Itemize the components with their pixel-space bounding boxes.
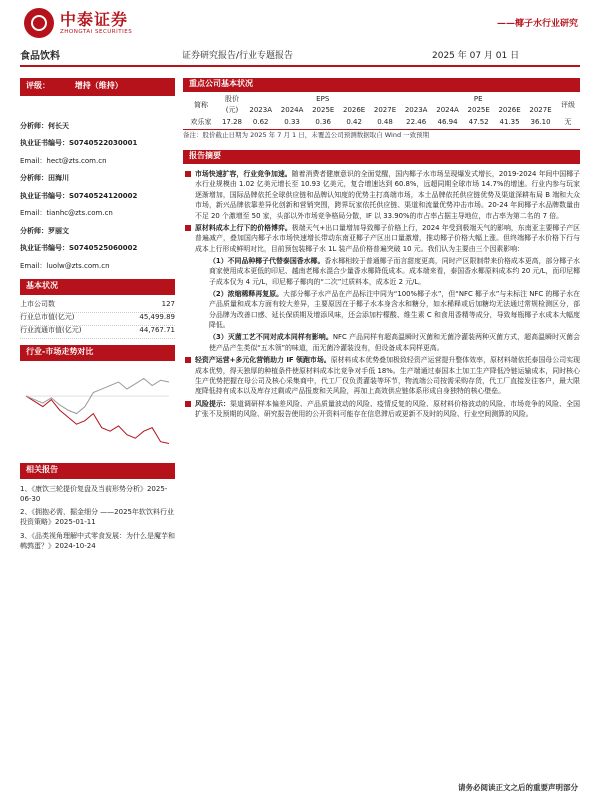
analyst-name: 分析师：何长天	[20, 122, 69, 130]
paragraph-body: 渠道调研样本偏差风险、产品质量波动的风险、疫情反复的风险、原材料价格波动的风险、市场竞争的风险、全国扩张不及预期的风险、研究报告使用的公开资料可能存在信息滞后或更新不及时的风险、行业空间测算的风险。	[195, 399, 581, 418]
header-eps: EPS	[316, 95, 330, 103]
paragraph-lead: 原材料成本上行下的价格博弈。	[195, 223, 292, 232]
page-footer: 请务必阅读正文之后的重要声明部分	[458, 783, 578, 792]
summary-subpoint	[183, 256, 580, 287]
rating-bar	[20, 78, 175, 96]
header-pe: PE	[473, 95, 483, 103]
header-year: 2026E	[498, 106, 521, 115]
header-year: 2025E	[467, 106, 490, 115]
header-year: 2024A	[280, 106, 304, 115]
paragraph-lead: 轻资产运营+多元化营销助力 IF 领跑市场。	[195, 356, 331, 365]
analyst-list	[20, 122, 175, 271]
row-label: 行业流通市值(亿元)	[20, 325, 82, 334]
list-item[interactable]: 3、《品类视角理解中式零食发展：为什么是魔芋和鹌鹑蛋？》2024-10-24	[20, 531, 175, 550]
cell-pe: 41.35	[499, 117, 520, 126]
row-value: 44,767.71	[139, 325, 175, 334]
analyst-email[interactable]: Email：hect@zts.com.cn	[20, 156, 107, 165]
basic-status-title: 基本状况	[20, 279, 175, 295]
subpoint-lead: （3）灭菌工艺不同对成本同样有影响。	[209, 333, 333, 342]
header-unit: (元)	[225, 106, 239, 115]
cell-eps: 0.42	[346, 117, 362, 126]
subpoint-body: 香水椰相较于普通椰子而言甜度更高，同时产区限制带来价格成本更高，部分椰子水商家使用成本更低的印尼、越南老椰水混合少量香水椰降低成本。成本端来看，泰国香水椰原料成本约 20 元/L，而印尼椰子成本仅为 4 元/L，印尼椰子椰肉的“二次”过质料本，成本近 2 元/L。	[209, 256, 581, 286]
report-type: 证券研究报告/行业专题报告	[182, 51, 294, 61]
cell-rating: 无	[564, 117, 572, 126]
table-row	[20, 313, 175, 326]
related-reports-list	[20, 484, 175, 551]
summary-paragraph	[183, 169, 580, 221]
table-header-row	[183, 94, 580, 105]
analyst-block	[20, 122, 175, 166]
related-reports-title: 相关报告	[20, 463, 175, 479]
header-year: 2025E	[312, 106, 335, 115]
summary-subpoint	[183, 289, 580, 330]
left-column	[20, 78, 175, 554]
cell-eps: 0.62	[252, 117, 269, 126]
analyst-email[interactable]: Email：luolw@zts.com.cn	[20, 261, 110, 270]
paragraph-lead: 风险提示：	[195, 399, 231, 408]
header-year: 2027E	[529, 106, 552, 115]
company-table	[183, 94, 580, 128]
trend-chart-svg	[20, 367, 175, 457]
subpoint-body: 大部分椰子水产品在产品标注中同为“100%椰子水”，但“NFC 椰子水”与未标注 NFC 的椰子水在产品质量和成本方面有较大差异，主要原因在于椰子水本身含水和糖分，如水稀释或后加糖均无法通过常规检测区分，部分品牌为改善口感、延长保质期及增添风味，还会添加柠檬酸、维生素 C 和食用香精等成分，导致每瓶椰子水成本大幅度降低。	[209, 290, 581, 330]
header-year: 2023A	[249, 106, 272, 115]
paragraph-body: 原材料成本优势叠加极致轻资产运营提升整体效率，原材料端依托泰国母公司实现成本优势，得天独厚的种植条件使原材料成本比竞争对手低 18%。生产端通过泰国本土加工生产降低冷链运输成本，同时核心生产优势把握在母公司及核心采集商中，代工厂仅负责灌装等环节，物流端公司按需采购存货，代工厂直接发往客户，最大限度降低持有成本以及库存过剩或产品报废和关风险，再加上高效供应链体系形成自身独特的核心壁垒。	[195, 356, 581, 396]
rating-label: 评级：	[26, 81, 50, 90]
analyst-block	[20, 174, 175, 218]
subpoint-lead: （2）浓缩稀释再复原。	[209, 290, 284, 299]
row-label: 上市公司数	[20, 299, 55, 308]
report-series: ——椰子水行业研究	[496, 19, 578, 29]
header-rating: 评级	[561, 100, 575, 109]
bullet-icon	[185, 357, 191, 363]
cell-eps: 0.33	[284, 117, 300, 126]
trend-title: 行业-市场走势对比	[20, 345, 175, 361]
company-table-title: 重点公司基本状况	[183, 78, 580, 92]
table-row	[183, 117, 580, 128]
subpoint-lead: （1）不同品种椰子代替泰国香水椰。	[209, 256, 325, 265]
summary-paragraph	[183, 223, 580, 254]
cell-pe: 22.46	[406, 117, 427, 126]
analyst-name: 分析师：田海川	[20, 174, 69, 183]
header-year: 2023A	[404, 106, 428, 115]
list-item[interactable]: 2、《拥抱必需，掘金细分 ——2025年软饮料行业投资策略》2025-01-11	[20, 508, 174, 527]
sector-label: 食品饮料	[20, 51, 60, 62]
analyst-cert: 执业证书编号：S0740522030001	[20, 139, 138, 148]
header-year: 2027E	[373, 106, 397, 115]
header-year: 2026E	[342, 106, 366, 115]
table-header-row	[183, 105, 580, 116]
report-summary	[183, 150, 580, 419]
company-logo	[24, 8, 164, 42]
basic-status-table	[20, 300, 175, 339]
bullet-icon	[185, 171, 191, 177]
summary-paragraph	[183, 355, 580, 396]
row-value: 127	[161, 299, 175, 308]
right-column	[183, 78, 580, 421]
row-label: 行业总市值(亿元)	[20, 312, 75, 321]
header-price: 股价	[225, 95, 239, 103]
cell-pe: 46.94	[437, 117, 458, 126]
paragraph-body: 随着消费者健康意识的全面觉醒，国内椰子水市场呈现爆发式增长，2019-2024 年间中国椰子水行业规模由 1.02 亿美元增长至 10.93 亿美元，复合增速达到 60.8%，远超同期全球市场 14.7%的增速。行业内参与玩家逐渐增加，国际品牌依托全球供应链和品牌认知度的优势主打高端市场，本土品牌依托供应链优势及渠道深耕布局 B 端和大众市场，新兴品牌依靠差异化创新和营销突围，跨界玩家依托供应链、渠道和流量优势冲击市场。20-24 年间椰子水品牌数量由不足 20 个激增至 50 家，头部以外市场竞争格局分散，IF 以 33.90%的市占率占据主导地位，市占率为第二名的 7 倍。	[195, 170, 580, 220]
chart-series-line-1	[26, 396, 169, 443]
summary-subpoint	[183, 332, 580, 353]
paragraph-body: 极端天气+出口量增加导致椰子价格上行，2024 年受到极端天气的影响，东南亚主要椰子产区普遍减产，叠加国内椰子水市场快速增长带动东南亚椰子产区出口量激增，推动椰子价格大幅上涨。但终端椰子水价格下行与成本上行形成鲜明对比，目前预包装椰子水 1L 装产品价格普遍突破 10 元。我们认为主要由三个因素影响：	[195, 223, 580, 253]
table-row	[20, 326, 175, 339]
rating-value: 增持（维持）	[74, 81, 123, 90]
company-name-cn: 中泰证券	[60, 10, 129, 29]
header-divider	[20, 65, 580, 67]
analyst-cert: 执业证书编号：S0740525060002	[20, 244, 138, 253]
analyst-block	[20, 227, 175, 271]
company-name-en: ZHONGTAI SECURITIES	[60, 29, 133, 35]
header-year: 2024A	[436, 106, 459, 115]
cell-eps: 0.48	[377, 117, 393, 126]
report-date: 2025 年 07 月 01 日	[432, 51, 520, 61]
header-name: 简称	[194, 100, 208, 109]
cell-pe: 47.52	[468, 117, 489, 126]
table-note: 备注：股价截止日期为 2025 年 7 月 1 日，未覆盖公司预测数据取自 Wind 一致预期	[183, 129, 580, 142]
bullet-icon	[185, 401, 191, 407]
analyst-cert: 执业证书编号：S0740524120002	[20, 191, 138, 200]
cell-eps: 0.36	[315, 117, 332, 126]
summary-paragraph	[183, 399, 580, 420]
table-row	[20, 300, 175, 313]
cell-pe: 36.10	[530, 117, 551, 126]
cell-name: 欢乐家	[190, 117, 212, 126]
row-value: 45,499.89	[139, 312, 175, 321]
subpoint-body: NFC 产品同样有超高温瞬时灭菌和无菌冷灌装两种灭菌方式，超高温瞬时灭菌会使产品产生类似“五木领”的味道，而无菌冷灌装没有，但设备成本同样更高。	[209, 333, 581, 352]
trend-chart	[20, 367, 175, 457]
analyst-name: 分析师：罗丽文	[20, 226, 69, 235]
summary-title: 报告摘要	[183, 150, 580, 164]
page-header	[0, 0, 600, 70]
paragraph-lead: 市场快速扩容，行业竞争加速。	[195, 170, 292, 179]
logo-icon	[24, 8, 54, 38]
bullet-icon	[185, 225, 191, 231]
cell-price: 17.28	[221, 117, 243, 126]
analyst-email[interactable]: Email：tianhc@zts.com.cn	[20, 209, 113, 218]
list-item[interactable]: 1、《康饮三轮提价复盘及当前形势分析》2025-06-30	[20, 484, 168, 504]
